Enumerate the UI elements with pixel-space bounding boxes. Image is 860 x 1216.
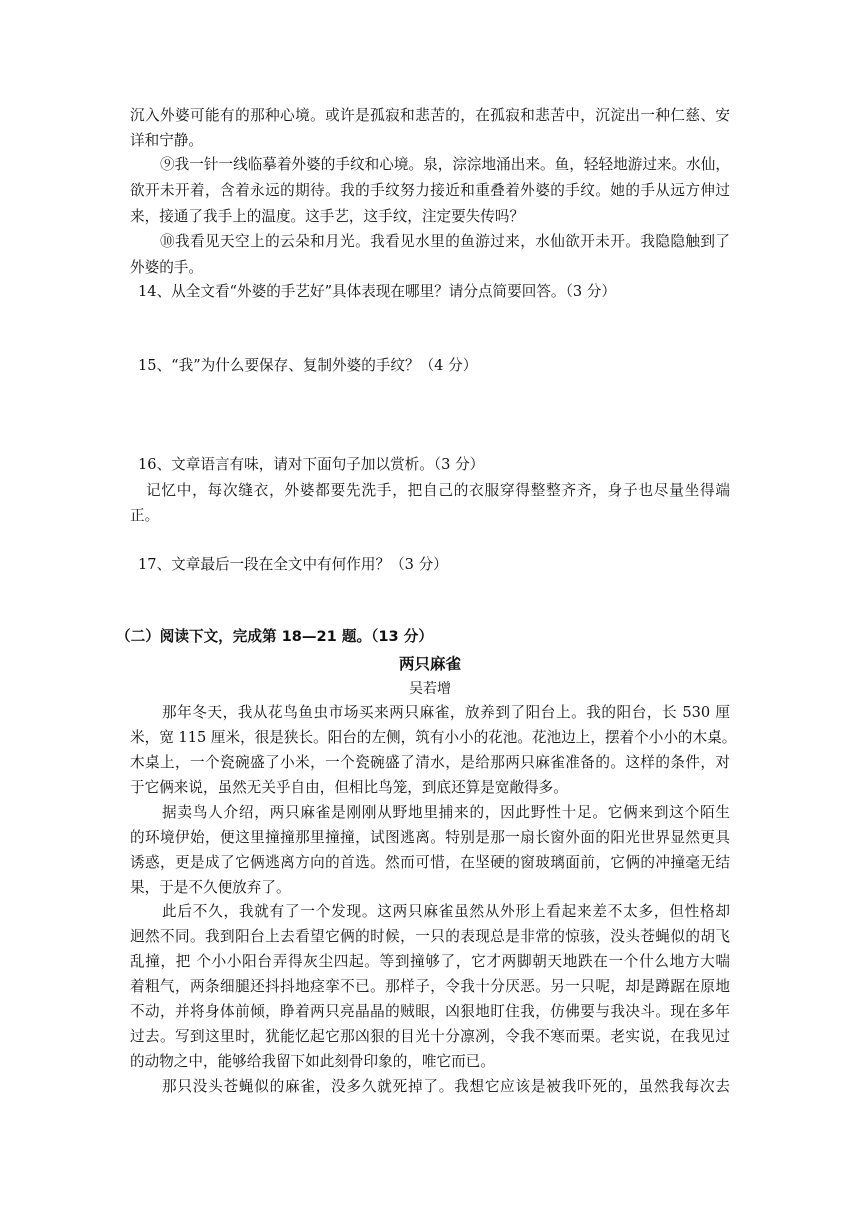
passage-line: 详和宁静。 bbox=[130, 132, 203, 149]
article-line: 乱撞，把 个小小阳台弄得灰尘四起。等到撞够了，它才两脚朝天地跌在一个什么地方大喘 bbox=[130, 953, 730, 970]
paragraph-9: ⑨我一针一线临摹着外婆的手纹和心境。泉，淙淙地涌出来。鱼，轻轻地游过来。水仙， bbox=[160, 156, 730, 173]
question-14: 14、从全文看“外婆的手艺好”具体表现在哪里？请分点简要回答。（3 分） bbox=[138, 283, 616, 300]
article-line: 木桌上，一个瓷碗盛了小米，一个瓷碗盛了清水，是给那两只麻雀准备的。这样的条件，对 bbox=[130, 754, 730, 771]
question-17: 17、文章最后一段在全文中有何作用？（3 分） bbox=[138, 556, 448, 573]
article-line: 不动，并将身体前倾，睁着两只亮晶晶的贼眼，凶狠地盯住我，仿佛要与我决斗。现在多年 bbox=[130, 1003, 730, 1020]
section-heading: （二）阅读下文，完成第 18—21 题。（13 分） bbox=[116, 628, 433, 645]
passage-line: 沉入外婆可能有的那种心境。或许是孤寂和悲苦的，在孤寂和悲苦中，沉淀出一种仁慈、安 bbox=[130, 107, 730, 124]
article-line: 于它俩来说，虽然无关乎自由，但相比鸟笼，到底还算是宽敞得多。 bbox=[130, 779, 568, 796]
article-line: 诱惑，更是成了它俩逃离方向的首选。然而可惜，在坚硬的窗玻璃面前，它俩的冲撞毫无结 bbox=[130, 854, 730, 871]
passage-line: 外婆的手。 bbox=[130, 259, 203, 276]
article-line: 迥然不同。我到阳台上去看望它俩的时候，一只的表现总是非常的惊骇，没头苍蝇似的胡飞 bbox=[130, 928, 730, 945]
article-line: 果，于是不久便放弃了。 bbox=[130, 879, 291, 896]
article-line: 那年冬天，我从花鸟鱼虫市场买来两只麻雀，放养到了阳台上。我的阳台，长 530 厘 bbox=[162, 704, 730, 721]
question-16-sentence: 正。 bbox=[130, 507, 160, 524]
article-line: 着粗气，两条细腿还抖抖地痉挛不已。那样子，令我十分厌恶。另一只呢，却是蹲踞在原地 bbox=[130, 978, 730, 995]
article-line: 据卖鸟人介绍，两只麻雀是刚刚从野地里捕来的，因此野性十足。它俩来到这个陌生 bbox=[162, 804, 730, 821]
paragraph-10: ⑩我看见天空上的云朵和月光。我看见水里的鱼游过来，水仙欲开未开。我隐隐触到了 bbox=[160, 233, 730, 250]
passage-line: 来，接通了我手上的温度。这手艺，这手纹，注定要失传吗？ bbox=[130, 208, 525, 225]
passage-line: 欲开未开着，含着永远的期待。我的手纹努力接近和重叠着外婆的手纹。她的手从远方伸过 bbox=[130, 182, 730, 199]
article-line: 米，宽 115 厘米，很是狭长。阳台的左侧，筑有小小的花池。花池边上，摆着个小小的木桌。 bbox=[130, 729, 737, 746]
question-16: 16、文章语言有味，请对下面句子加以赏析。（3 分） bbox=[138, 456, 485, 473]
question-16-sentence: 记忆中，每次缝衣，外婆都要先洗手，把自己的衣服穿得整整齐齐，身子也尽量坐得端 bbox=[146, 482, 730, 499]
article-line: 的动物之中，能够给我留下如此刻骨印象的，唯它而已。 bbox=[130, 1053, 495, 1070]
article-line: 此后不久，我就有了一个发现。这两只麻雀虽然从外形上看起来差不太多，但性格却 bbox=[162, 903, 730, 920]
article-line: 那只没头苍蝇似的麻雀，没多久就死掉了。我想它应该是被我吓死的，虽然我每次去 bbox=[162, 1078, 730, 1095]
article-line: 过去。写到这里时，犹能忆起它那凶狠的目光十分凛冽，令我不寒而栗。老实说，在我见过 bbox=[130, 1028, 730, 1045]
article-title: 两只麻雀 bbox=[398, 655, 461, 673]
article-line: 的环境伊始，便这里撞撞那里撞撞，试图逃离。特别是那一扇长窗外面的阳光世界显然更具 bbox=[130, 829, 730, 846]
question-15: 15、“我”为什么要保存、复制外婆的手纹？（4 分） bbox=[138, 357, 478, 374]
article-author: 吴若增 bbox=[409, 681, 451, 697]
